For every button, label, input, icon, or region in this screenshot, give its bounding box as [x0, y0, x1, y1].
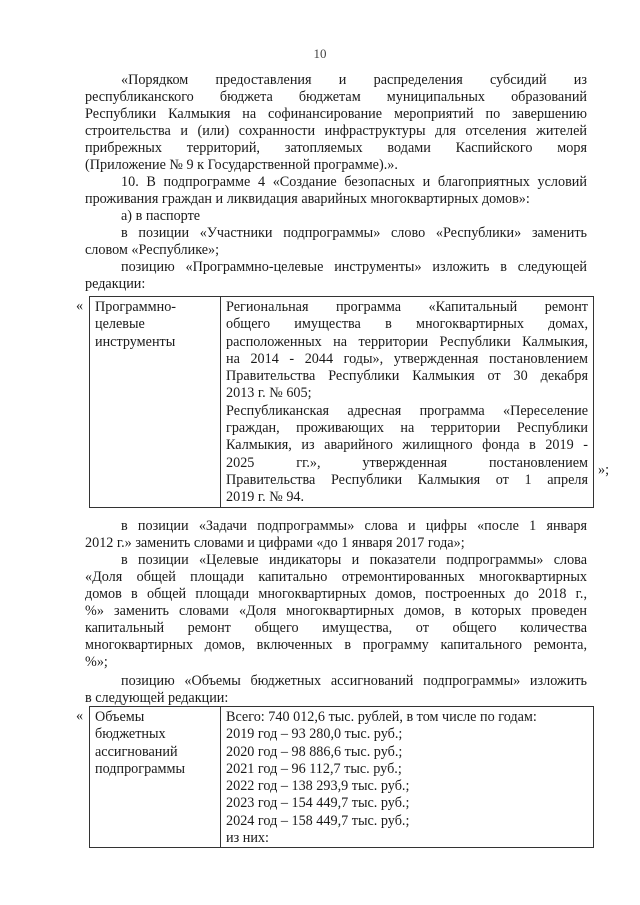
text-line: редакции: — [85, 276, 146, 292]
text-line: Республики Калмыкия на софинансирование мероприятий по завершению — [85, 106, 587, 122]
list-item-a: а) в паспорте — [121, 208, 201, 224]
text-line: 10. В подпрограмме 4 «Создание безопасных и благоприятных условий — [121, 174, 587, 190]
text-line: (Приложение № 9 к Государственной программе).». — [85, 157, 398, 173]
table-label-cell: Программно- целевые инструменты — [90, 297, 221, 508]
open-quote: « — [76, 708, 84, 724]
table-content-cell: Региональная программа «Капитальный ремонт общего имущества в многоквартирных домах, расположенных на территории Республики Калмыкия, на 2014 - 2044 годы», утвержденная постановлением Правительства Республики Калмыкия от 30 декабря 2013 г. № 605; Республиканская адресная программа «Переселение граждан, проживающих на территории Республики Калмыкия, из аварийного жилищного фонда в 2019 - 2025 гг.», утвержденная постановлением Правительства Республики Калмыкия от 1 апреля 2019 г. № 94. — [221, 297, 594, 508]
text-line: позицию «Программно-целевые инструменты» изложить в следующей — [121, 259, 587, 275]
text-line: многоквартирных домов, включенных в программу капитального ремонта, — [85, 637, 587, 653]
table-content-cell: Всего: 740 012,6 тыс. рублей, в том числе по годам: 2019 год – 93 280,0 тыс. руб.; 2020 год – 98 886,6 тыс. руб.; 2021 год – 96 112,7 тыс. руб.; 2022 год – 138 293,9 тыс. руб.; 2023 год – 154 449,7 тыс. руб.; 2024 год – 158 449,7 тыс. руб.; из них: — [221, 707, 594, 848]
text-line: республиканского бюджета бюджетам муниципальных образований — [85, 89, 587, 105]
text-line: прибрежных территорий, затопляемых водами Каспийского моря — [85, 140, 587, 156]
table-row — [90, 297, 594, 508]
text-line: проживания граждан и ликвидация аварийных многоквартирных домов»: — [85, 191, 530, 207]
text-line: домов в общей площади многоквартирных домов, построенных до 2018 г., — [85, 586, 587, 602]
text-line: словом «Республике»; — [85, 242, 220, 258]
budget-table — [89, 706, 594, 848]
text-line: в следующей редакции: — [85, 690, 229, 706]
close-quote: »; — [598, 462, 610, 478]
table-row — [90, 707, 594, 848]
open-quote: « — [76, 298, 84, 314]
table-label-cell: Объемы бюджетных ассигнований подпрограммы — [90, 707, 221, 848]
page-number: 10 — [313, 46, 327, 61]
text-line: «Доля общей площади капитально отремонтированных многоквартирных — [85, 569, 587, 585]
text-line: строительства и (или) сохранности инфраструктуры для отселения жителей — [85, 123, 587, 139]
text-line: капитальный ремонт общего имущества, от общего количества — [85, 620, 587, 636]
text-line: позицию «Объемы бюджетных ассигнований подпрограммы» изложить — [121, 673, 587, 689]
text-line: в позиции «Участники подпрограммы» слово «Республики» заменить — [121, 225, 587, 241]
text-line: 2012 г.» заменить словами и цифрами «до 1 января 2017 года»; — [85, 535, 465, 551]
text-line: «Порядком предоставления и распределения субсидий из — [121, 72, 587, 88]
text-line: в позиции «Задачи подпрограммы» слова и цифры «после 1 января — [121, 518, 587, 534]
instruments-table — [89, 296, 594, 508]
text-line: %»; — [85, 654, 108, 670]
text-line: в позиции «Целевые индикаторы и показатели подпрограммы» слова — [121, 552, 587, 568]
text-line: %» заменить словами «Доля многоквартирных домов, в которых проведен — [85, 603, 587, 619]
